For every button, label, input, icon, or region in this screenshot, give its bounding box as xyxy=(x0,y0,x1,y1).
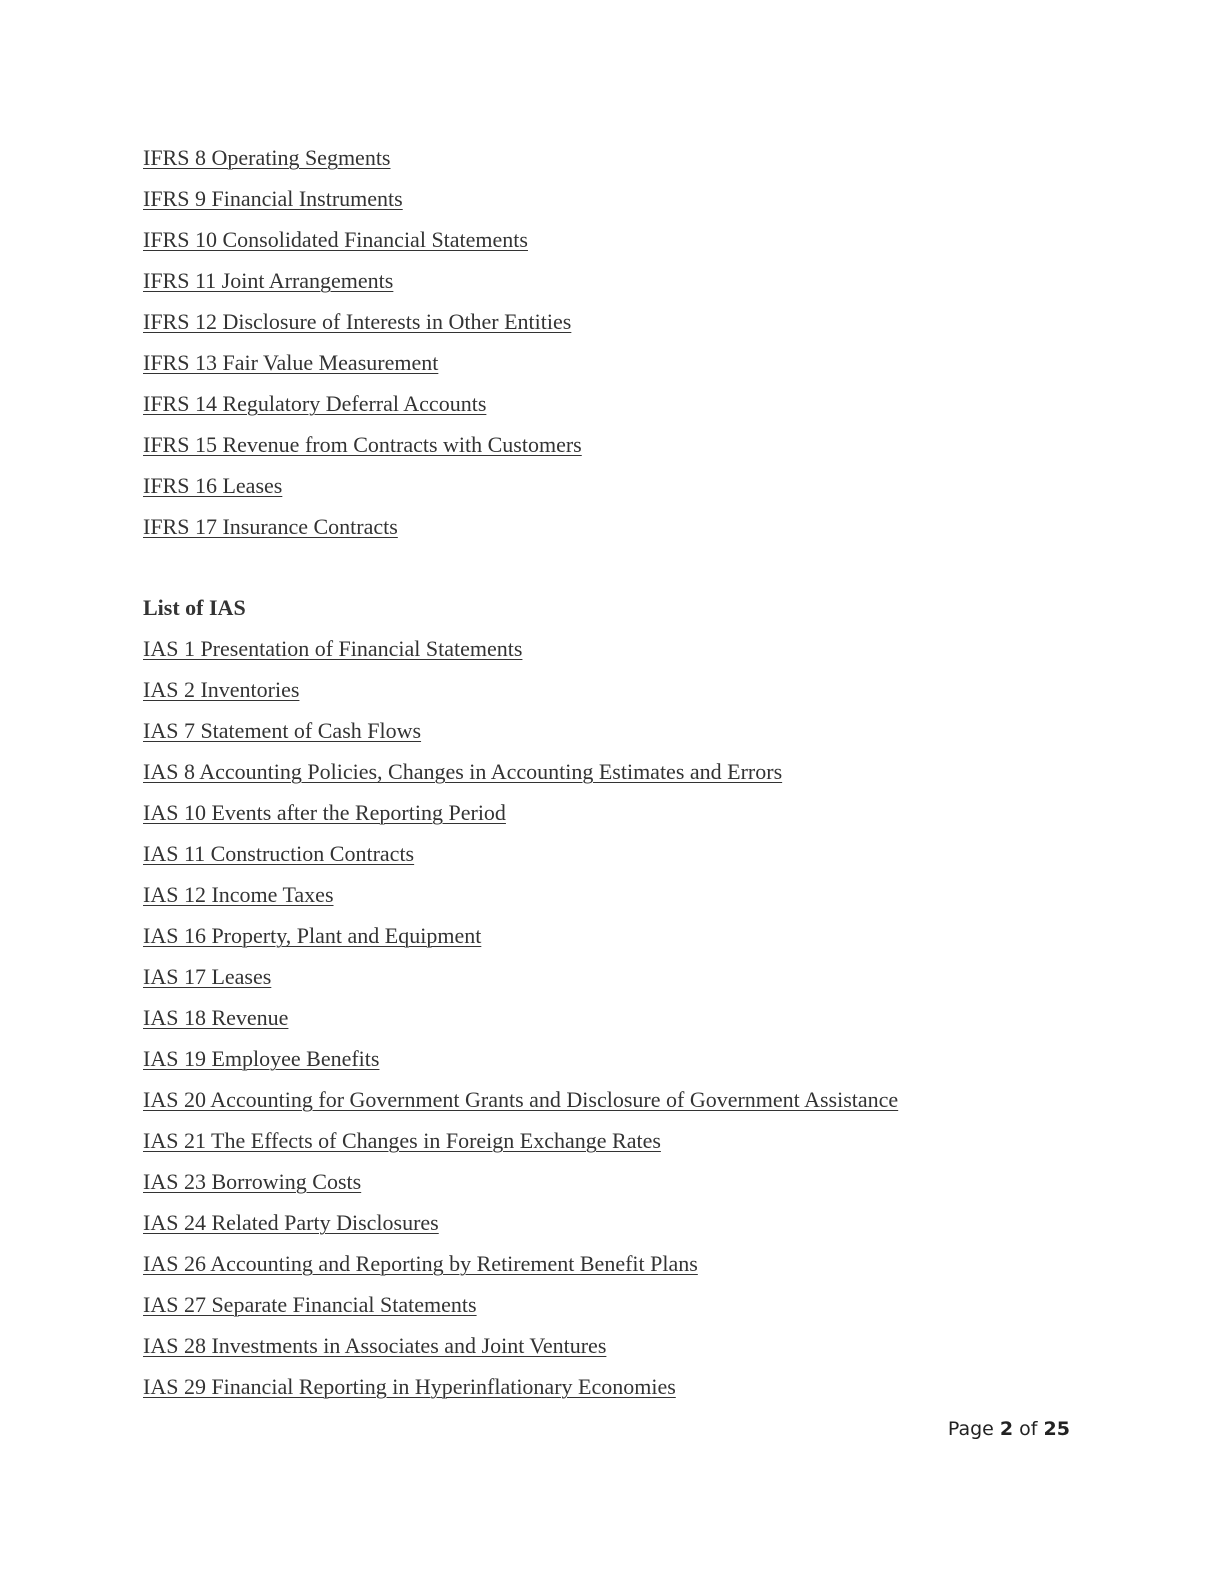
ias-list-item xyxy=(143,1000,898,1041)
ias-standard-link[interactable]: IAS 27 Separate Financial Statements xyxy=(143,1292,477,1317)
ias-list-item xyxy=(143,672,898,713)
ifrs-list-item xyxy=(143,140,582,181)
ias-standard-link[interactable]: IAS 11 Construction Contracts xyxy=(143,841,415,866)
ias-standard-link[interactable]: IAS 12 Income Taxes xyxy=(143,882,334,907)
ias-standard-link[interactable]: IAS 26 Accounting and Reporting by Retirement Benefit Plans xyxy=(143,1251,698,1276)
ias-list-item xyxy=(143,1246,898,1287)
ifrs-list-item xyxy=(143,468,582,509)
current-page-number: 2 xyxy=(999,1418,1014,1440)
ias-list-item xyxy=(143,713,898,754)
ifrs-standard-link[interactable]: IFRS 16 Leases xyxy=(143,473,283,498)
ias-standard-link[interactable]: IAS 24 Related Party Disclosures xyxy=(143,1210,439,1235)
ias-list-item xyxy=(143,877,898,918)
ias-list-item xyxy=(143,754,898,795)
ias-standard-link[interactable]: IAS 21 The Effects of Changes in Foreign Exchange Rates xyxy=(143,1128,661,1153)
ias-list-item xyxy=(143,1123,898,1164)
ias-list-item xyxy=(143,795,898,836)
ifrs-list-item xyxy=(143,222,582,263)
ias-list-item xyxy=(143,1369,898,1410)
ifrs-list-item xyxy=(143,427,582,468)
page-label: Page xyxy=(947,1418,994,1440)
ias-standard-link[interactable]: IAS 19 Employee Benefits xyxy=(143,1046,380,1071)
ias-standard-link[interactable]: IAS 8 Accounting Policies, Changes in Accounting Estimates and Errors xyxy=(143,759,783,784)
ias-standard-link[interactable]: IAS 28 Investments in Associates and Joint Ventures xyxy=(143,1333,607,1358)
ifrs-standard-link[interactable]: IFRS 14 Regulatory Deferral Accounts xyxy=(143,391,487,416)
ias-section xyxy=(143,590,898,1410)
ifrs-standard-link[interactable]: IFRS 11 Joint Arrangements xyxy=(143,268,394,293)
ifrs-standard-link[interactable]: IFRS 17 Insurance Contracts xyxy=(143,514,398,539)
page-number-footer xyxy=(948,1418,1070,1440)
ias-link-list xyxy=(143,631,898,1410)
ifrs-list-item xyxy=(143,181,582,222)
ias-standard-link[interactable]: IAS 16 Property, Plant and Equipment xyxy=(143,923,482,948)
ias-list-item xyxy=(143,1041,898,1082)
ias-list-heading: List of IAS xyxy=(143,595,246,620)
ias-standard-link[interactable]: IAS 7 Statement of Cash Flows xyxy=(143,718,422,743)
ias-list-item xyxy=(143,631,898,672)
ifrs-list-item xyxy=(143,304,582,345)
ifrs-standard-link[interactable]: IFRS 9 Financial Instruments xyxy=(143,186,403,211)
ias-list-item xyxy=(143,959,898,1000)
ifrs-standard-link[interactable]: IFRS 10 Consolidated Financial Statements xyxy=(143,227,528,252)
ias-list-item xyxy=(143,1287,898,1328)
ifrs-list-item xyxy=(143,509,582,550)
ifrs-list-item xyxy=(143,263,582,304)
ifrs-standard-link[interactable]: IFRS 15 Revenue from Contracts with Customers xyxy=(143,432,582,457)
ias-standard-link[interactable]: IAS 1 Presentation of Financial Statements xyxy=(143,636,523,661)
ifrs-standard-link[interactable]: IFRS 12 Disclosure of Interests in Other Entities xyxy=(143,309,572,334)
ias-list-item xyxy=(143,1082,898,1123)
ias-standard-link[interactable]: IAS 2 Inventories xyxy=(143,677,300,702)
ias-list-item xyxy=(143,1328,898,1369)
total-pages-number: 25 xyxy=(1043,1418,1070,1440)
ifrs-list-item xyxy=(143,386,582,427)
ias-list-item xyxy=(143,836,898,877)
ias-list-item xyxy=(143,918,898,959)
ifrs-standard-link[interactable]: IFRS 8 Operating Segments xyxy=(143,145,391,170)
ias-list-item xyxy=(143,1164,898,1205)
ias-standard-link[interactable]: IAS 10 Events after the Reporting Period xyxy=(143,800,506,825)
ias-standard-link[interactable]: IAS 17 Leases xyxy=(143,964,272,989)
ias-standard-link[interactable]: IAS 29 Financial Reporting in Hyperinflationary Economies xyxy=(143,1374,676,1399)
ifrs-list-item xyxy=(143,345,582,386)
ias-list-item xyxy=(143,1205,898,1246)
ifrs-standard-link[interactable]: IFRS 13 Fair Value Measurement xyxy=(143,350,439,375)
ias-standard-link[interactable]: IAS 18 Revenue xyxy=(143,1005,289,1030)
of-label: of xyxy=(1019,1418,1038,1440)
ias-standard-link[interactable]: IAS 20 Accounting for Government Grants and Disclosure of Government Assistance xyxy=(143,1087,899,1112)
ifrs-link-list xyxy=(143,140,582,550)
ias-standard-link[interactable]: IAS 23 Borrowing Costs xyxy=(143,1169,362,1194)
